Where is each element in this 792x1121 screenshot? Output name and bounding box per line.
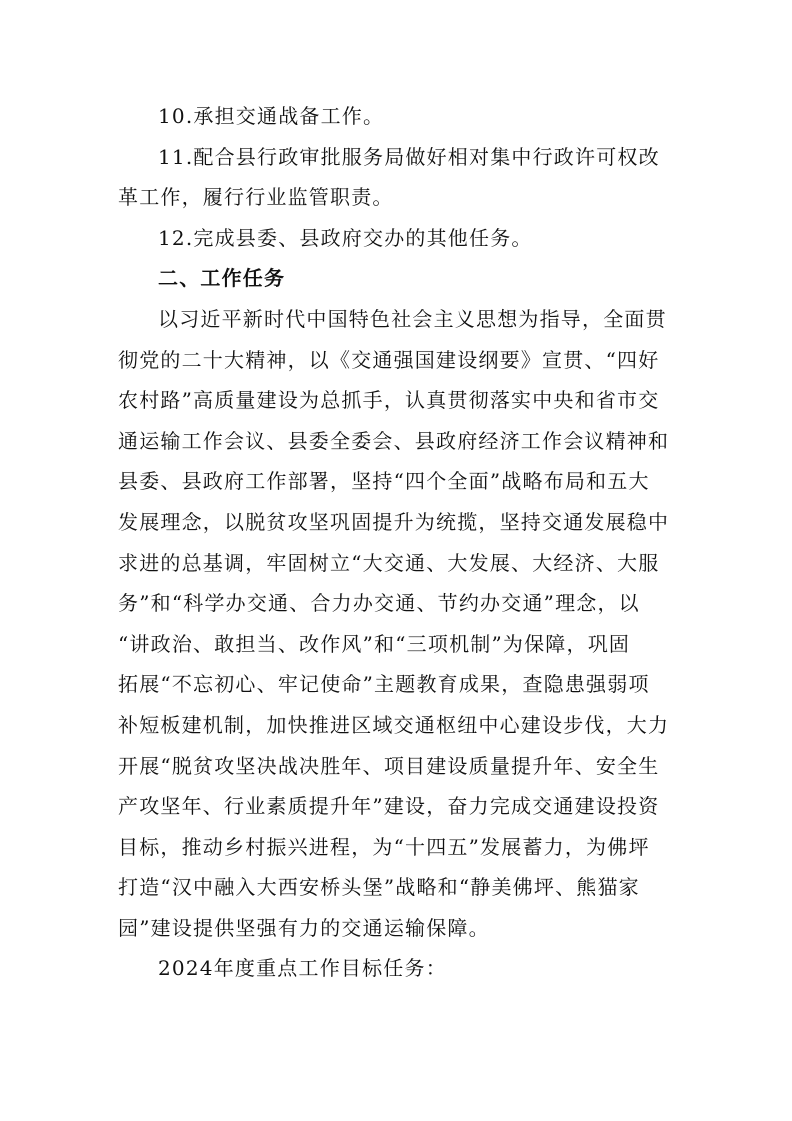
- body-paragraph: [118, 299, 678, 949]
- section-heading: 二、工作任务: [158, 266, 286, 291]
- body-line: 园”建设提供坚强有力的交通运输保障。: [118, 915, 490, 940]
- document-body: [118, 96, 678, 989]
- body-line: 通运输工作会议、县委全委会、县政府经济工作会议精神和: [118, 428, 670, 453]
- body-line: 务”和“科学办交通、合力办交通、节约办交通”理念，以: [118, 591, 640, 616]
- closing-line-text: 2024年度重点工作目标任务：: [158, 956, 447, 981]
- body-line: 发展理念，以脱贫攻坚巩固提升为统揽，坚持交通发展稳中: [118, 509, 670, 534]
- body-line: 产攻坚年、行业素质提升年”建设，奋力完成交通建设投资: [118, 794, 660, 819]
- body-line: 求进的总基调，牢固树立“大交通、大发展、大经济、大服: [118, 550, 660, 575]
- body-line: 农村路”高质量建设为总抓手，认真贯彻落实中央和省市交: [118, 388, 660, 413]
- body-line: “讲政治、敢担当、改作风”和“三项机制”为保障，巩固: [118, 631, 631, 656]
- body-line: 补短板建机制，加快推进区域交通枢纽中心建设步伐，大力: [118, 712, 670, 737]
- body-line: 打造“汉中融入大西安桥头堡”战略和“静美佛坪、熊猫家: [118, 875, 640, 900]
- list-item-12-text: 12.完成县委、县政府交办的其他任务。: [158, 225, 533, 250]
- body-line: 县委、县政府工作部署，坚持“四个全面”战略布局和五大: [118, 469, 650, 494]
- list-item-11: [118, 137, 678, 218]
- list-item-11-line-1: 11.配合县行政审批服务局做好相对集中行政许可权改: [158, 144, 660, 169]
- body-line: 彻党的二十大精神，以《交通强国建设纲要》宣贯、“四好: [118, 347, 660, 372]
- list-item-12: [118, 218, 678, 259]
- body-line: 目标，推动乡村振兴进程，为“十四五”发展蓄力，为佛坪: [118, 834, 650, 859]
- list-item-10-text: 10.承担交通战备工作。: [158, 104, 385, 128]
- body-line: 开展“脱贫攻坚决战决胜年、项目建设质量提升年、安全生: [118, 753, 660, 778]
- closing-line: [118, 948, 678, 989]
- list-item-11-line-2: 革工作，履行行业监管职责。: [118, 185, 394, 210]
- body-line: 拓展“不忘初心、牢记使命”主题教育成果，查隐患强弱项: [118, 672, 650, 697]
- body-line: 以习近平新时代中国特色社会主义思想为指导，全面贯: [158, 306, 667, 331]
- list-item-10: [118, 96, 678, 137]
